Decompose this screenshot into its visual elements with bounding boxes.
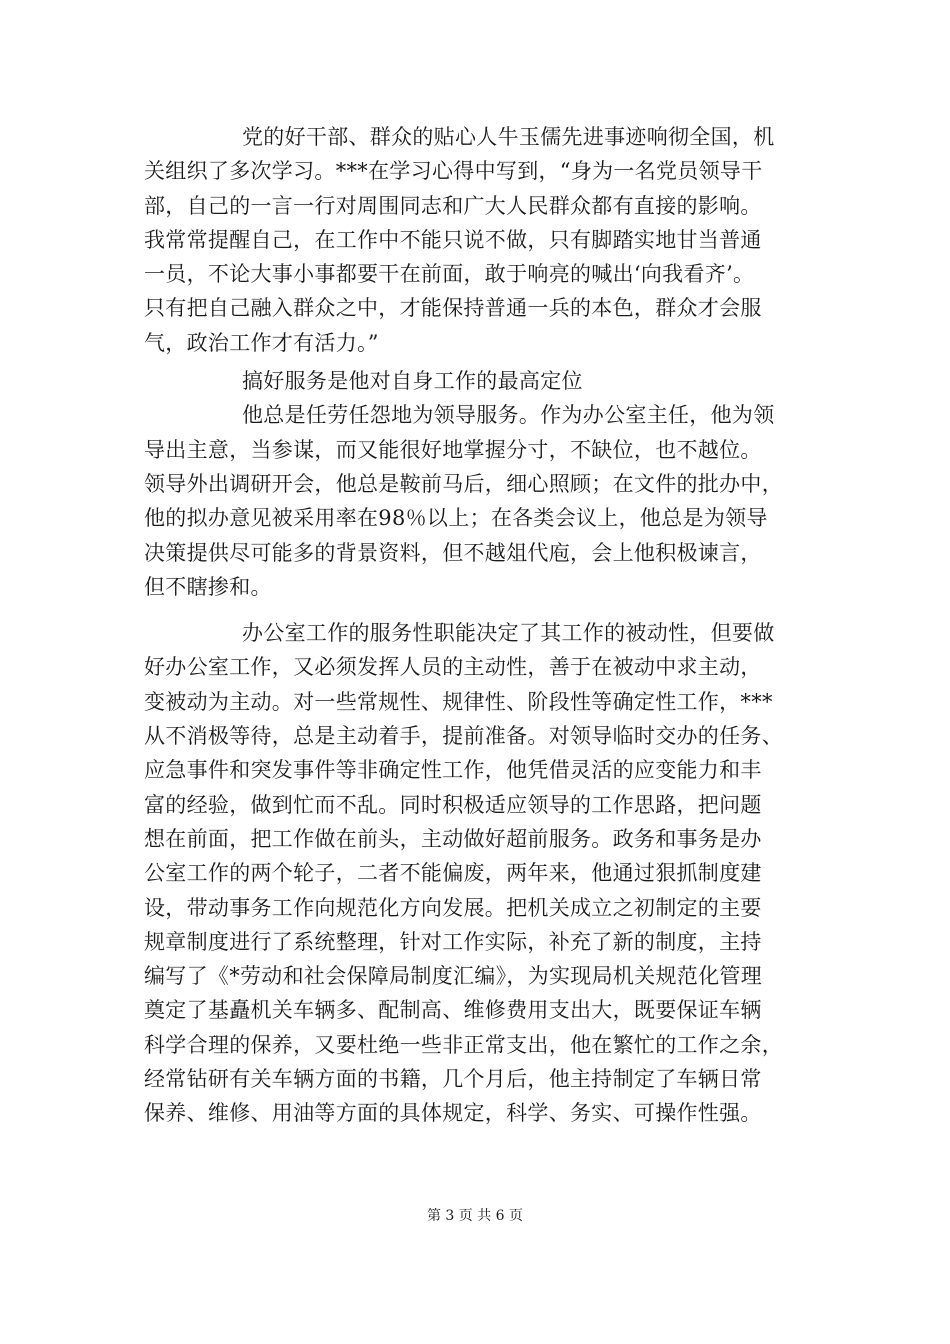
text-line: 一员，不论大事小事都要干在前面，敢于响亮的喊出‘向我看齐’。 xyxy=(144,262,755,287)
text-line: 只有把自己融入群众之中，才能保持普通一兵的本色，群众才会服 xyxy=(144,296,762,321)
text-line: 设，带动事务工作向规范化方向发展。把机关成立之初制定的主要 xyxy=(144,895,762,920)
paragraph-2 xyxy=(144,398,824,604)
section-heading-block xyxy=(144,364,824,398)
text-line: 好办公室工作，又必须发挥人员的主动性，善于在被动中求主动， xyxy=(144,655,762,680)
text-line: 办公室工作的服务性职能决定了其工作的被动性，但要做 xyxy=(242,621,775,646)
text-line: 从不消极等待，总是主动着手，提前准备。对领导临时交办的任务、 xyxy=(144,724,783,749)
text-line: 但不瞎掺和。 xyxy=(144,574,272,599)
paragraph-1 xyxy=(144,120,824,360)
text-line: 应急事件和突发事件等非确定性工作，他凭借灵活的应变能力和丰 xyxy=(144,758,762,783)
text-line: 编写了《*劳动和社会保障局制度汇编》，为实现局机关规范化管理 xyxy=(144,964,762,989)
text-line: 党的好干部、群众的贴心人牛玉儒先进事迹响彻全国，机 xyxy=(242,125,775,149)
text-line: 经常钻研有关车辆方面的书籍，几个月后，他主持制定了车辆日常 xyxy=(144,1067,762,1092)
document-body xyxy=(144,120,824,1131)
page-number: 第 3 页 共 6 页 xyxy=(426,1208,524,1224)
text-line: 决策提供尽可能多的背景资料，但不越俎代庖，会上他积极谏言， xyxy=(144,540,762,565)
text-line: 科学合理的保养，又要杜绝一些非正常支出，他在繁忙的工作之余， xyxy=(144,1032,783,1057)
text-line: 他的拟办意见被采用率在98％以上；在各类会议上，他总是为领导 xyxy=(144,506,768,531)
text-line: 保养、维修、用油等方面的具体规定，科学、务实、可操作性强。 xyxy=(144,1101,762,1126)
text-line: 公室工作的两个轮子，二者不能偏废，两年来，他通过狠抓制度建 xyxy=(144,861,762,886)
text-line: 部，自己的一言一行对周围同志和广大人民群众都有直接的影响。 xyxy=(144,193,762,218)
text-line: 我常常提醒自己，在工作中不能只说不做，只有脚踏实地甘当普通 xyxy=(144,227,762,252)
section-heading: 搞好服务是他对自身工作的最高定位 xyxy=(242,369,583,394)
text-line: 导出主意，当参谋，而又能很好地掌握分寸，不缺位，也不越位。 xyxy=(144,437,762,462)
text-line: 想在前面，把工作做在前头，主动做好超前服务。政务和事务是办 xyxy=(144,826,762,851)
paragraph-3 xyxy=(144,616,824,1130)
page-footer xyxy=(0,1205,950,1225)
text-line: 变被动为主动。对一些常规性、规律性、阶段性等确定性工作，*** xyxy=(144,689,773,714)
text-line: 富的经验，做到忙而不乱。同时积极适应领导的工作思路，把问题 xyxy=(144,792,762,817)
text-line: 领导外出调研开会，他总是鞍前马后，细心照顾；在文件的批办中， xyxy=(144,471,783,496)
text-line: 关组织了多次学习。***在学习心得中写到，“身为一名党员领导干 xyxy=(144,159,763,184)
text-line: 奠定了基矗机关车辆多、配制高、维修费用支出大，既要保证车辆 xyxy=(144,998,762,1023)
text-line: 气，政治工作才有活力。” xyxy=(144,330,379,355)
text-line: 他总是任劳任怨地为领导服务。作为办公室主任，他为领 xyxy=(242,403,775,428)
text-line: 规章制度进行了系统整理，针对工作实际，补充了新的制度，主持 xyxy=(144,929,762,954)
